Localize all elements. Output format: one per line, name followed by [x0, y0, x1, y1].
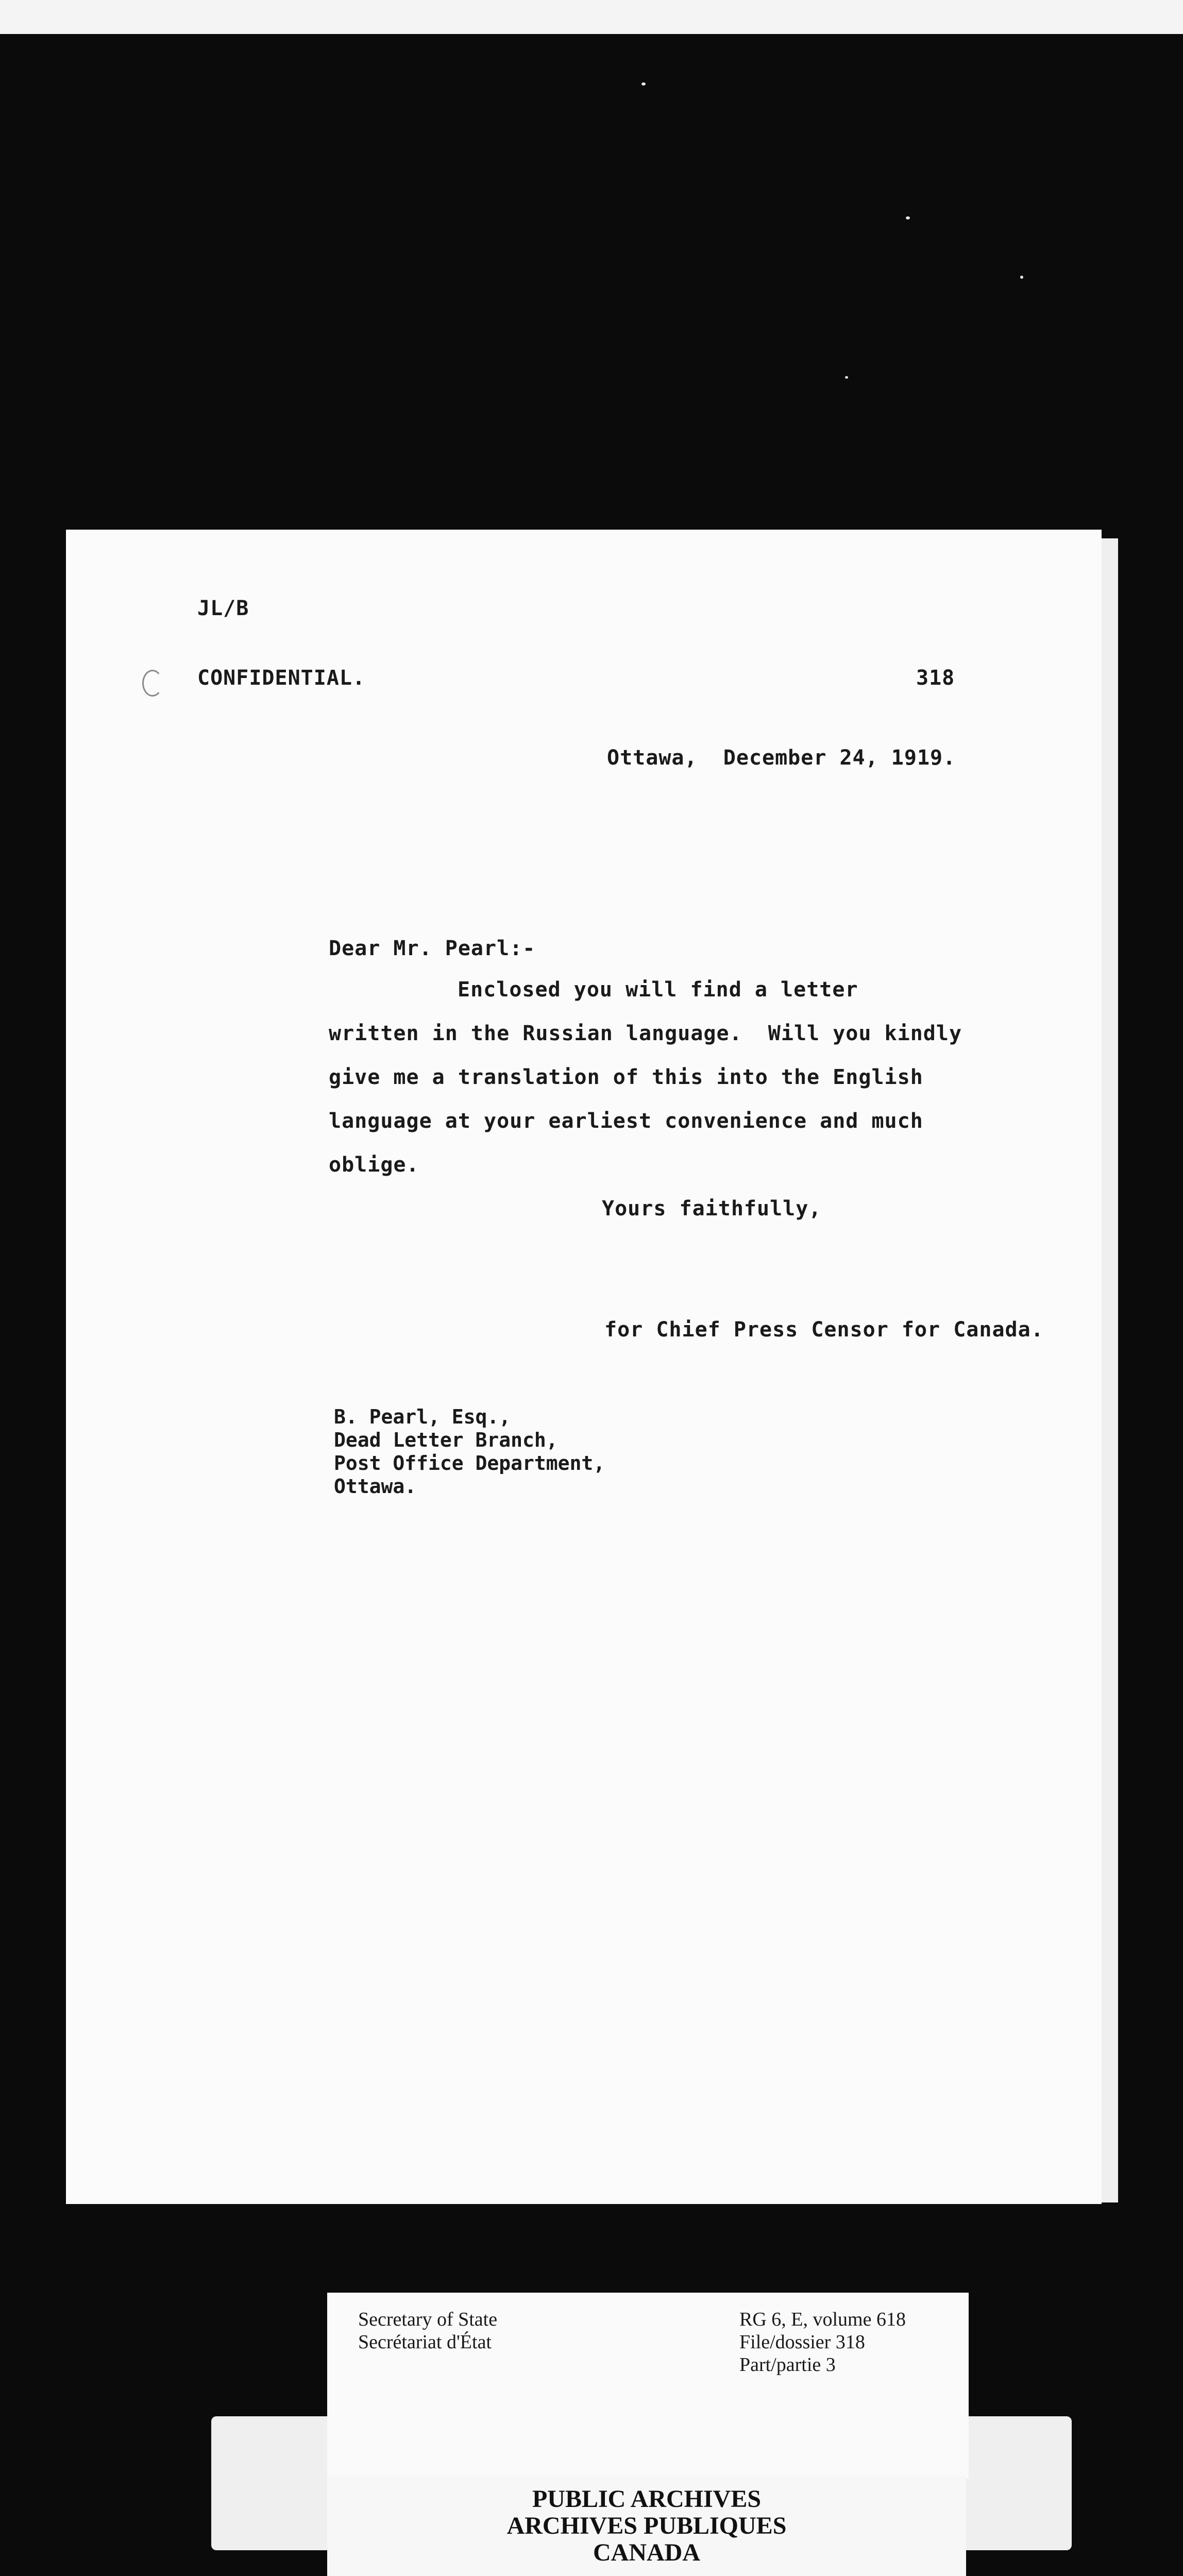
part-reference: Part/partie 3: [739, 2354, 836, 2376]
address-line: Ottawa.: [334, 1475, 417, 1498]
film-speck: [906, 216, 910, 219]
stamp-line-country: CANADA: [593, 2539, 700, 2566]
department-english: Secretary of State: [358, 2309, 498, 2330]
body-line: give me a translation of this into the English: [329, 1065, 923, 1089]
archive-label: [327, 2293, 969, 2478]
stamp-line-english: PUBLIC ARCHIVES: [532, 2485, 762, 2513]
record-group-reference: RG 6, E, volume 618: [739, 2309, 906, 2330]
body-line: Enclosed you will find a letter: [458, 978, 858, 1002]
address-line: Dead Letter Branch,: [334, 1429, 558, 1451]
file-number: 318: [916, 666, 955, 690]
signature-line: for Chief Press Censor for Canada.: [604, 1318, 1044, 1342]
body-line: language at your earliest convenience and much: [329, 1109, 923, 1133]
letter-page: [66, 530, 1102, 2204]
film-speck: [845, 376, 848, 379]
typist-initials: JL/B: [197, 597, 249, 620]
address-line: B. Pearl, Esq.,: [334, 1405, 511, 1428]
archive-stamp: [327, 2486, 966, 2566]
classification-heading: CONFIDENTIAL.: [197, 666, 366, 690]
department-french: Secrétariat d'État: [358, 2331, 492, 2353]
file-reference: File/dossier 318: [739, 2331, 865, 2353]
film-speck: [641, 82, 646, 86]
salutation: Dear Mr. Pearl:-: [329, 937, 536, 960]
stamp-line-french: ARCHIVES PUBLIQUES: [506, 2512, 787, 2539]
body-line: oblige.: [329, 1153, 419, 1177]
film-speck: [1020, 276, 1023, 279]
body-line: written in the Russian language. Will you kindly: [329, 1022, 962, 1045]
top-film-edge: [0, 0, 1183, 34]
punch-hole-mark: [142, 670, 163, 697]
date-line: Ottawa, December 24, 1919.: [607, 746, 956, 770]
address-line: Post Office Department,: [334, 1452, 605, 1475]
closing: Yours faithfully,: [602, 1197, 822, 1221]
